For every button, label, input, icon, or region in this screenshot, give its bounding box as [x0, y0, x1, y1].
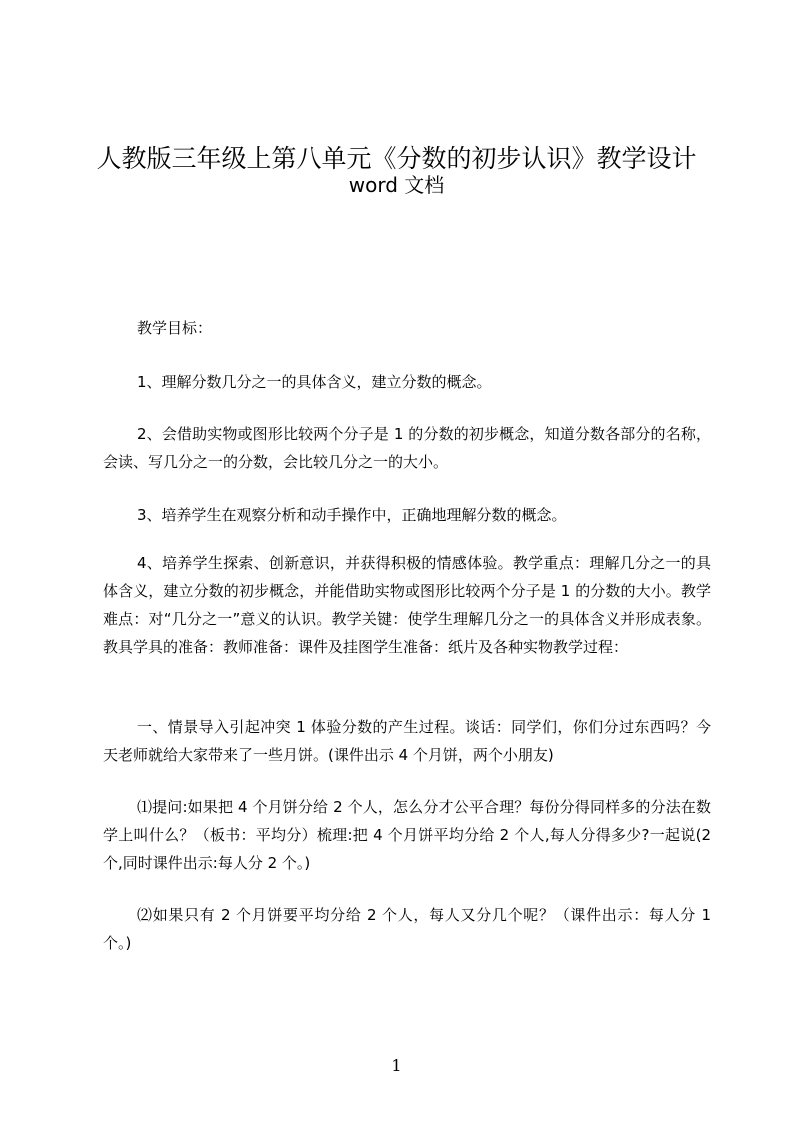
paragraph-text: 一、情景导入引起冲突 1 体验分数的产生过程。谈话：同学们，你们分过东西吗？今天老师就给大家带来了一些月饼。(课件出示 4 个月饼，两个小朋友) — [103, 718, 711, 764]
paragraph-text: 3、培养学生在观察分析和动手操作中，正确地理解分数的概念。 — [137, 506, 567, 524]
paragraph-text: ⑵如果只有 2 个月饼要平均分给 2 个人，每人又分几个呢？（课件出示：每人分 1 个。) — [103, 906, 711, 952]
paragraph-lesson-intro — [103, 713, 711, 769]
paragraph-question-1 — [103, 793, 711, 877]
paragraph-objective-3 — [103, 501, 711, 529]
paragraph-text: 2、会借助实物或图形比较两个分子是 1 的分数的初步概念，知道分数各部分的名称，会读、写几分之一的分数，会比较几分之一的大小。 — [103, 425, 711, 471]
paragraph-text: 教学目标： — [137, 319, 213, 337]
paragraph-objective-2 — [103, 420, 711, 476]
paragraph-text: 1、理解分数几分之一的具体含义，建立分数的概念。 — [137, 373, 492, 391]
paragraph-objective-4 — [103, 549, 711, 661]
paragraph-text: ⑴提问:如果把 4 个月饼分给 2 个人，怎么分才公平合理？每份分得同样多的分法在数学上叫什么？（板书：平均分）梳理:把 4 个月饼平均分给 2 个人,每人分得多少?一起说(2 个,同时课件出示:每人分 2 个。) — [103, 798, 711, 872]
page-number: 1 — [391, 1056, 402, 1075]
paragraph-objective-1 — [103, 368, 711, 396]
paragraph-text: 4、培养学生探索、创新意识，并获得积极的情感体验。教学重点：理解几分之一的具体含义，建立分数的初步概念，并能借助实物或图形比较两个分子是 1 的分数的大小。教学难点：对“几分之一”意义的认识。教学关键：使学生理解几分之一的具体含义并形成表象。教具学具的准备：教师准备：课件及挂图学生准备：纸片及各种实物教学过程： — [103, 554, 711, 656]
document-title: 人教版三年级上第八单元《分数的初步认识》教学设计 — [96, 144, 697, 173]
paragraph-question-2 — [103, 901, 711, 957]
document-title-suffix: word 文档 — [348, 173, 445, 197]
paragraph-objectives-heading — [103, 314, 711, 342]
